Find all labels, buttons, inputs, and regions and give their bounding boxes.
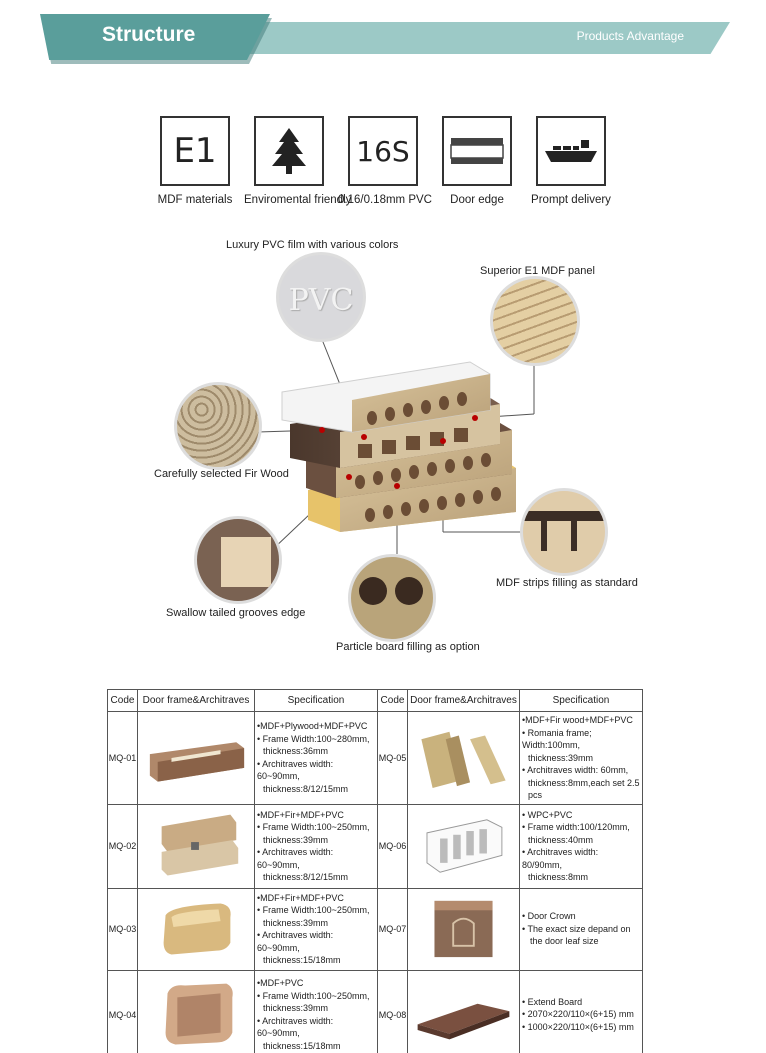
marker-dot <box>394 483 400 489</box>
16s-icon: 16S <box>348 116 418 186</box>
product-spec: • WPC+PVC • Frame width:100/120mm, thickness:40mm • Architraves width: 80/90mm, thickness:8mm <box>520 804 643 888</box>
product-image <box>408 888 520 970</box>
feature-label: MDF materials <box>157 194 233 206</box>
product-code: MQ-02 <box>108 804 138 888</box>
product-code: MQ-08 <box>378 970 408 1053</box>
mdf-panel-circle <box>490 276 580 366</box>
mdf-strips-circle <box>520 488 608 576</box>
product-spec: •MDF+Fir wood+MDF+PVC • Romania frame; Width:100mm, thickness:39mm • Architraves width: 60mm, thickness:8mm,each set 2.5 pcs <box>520 712 643 805</box>
particle-board-circle <box>348 554 436 642</box>
product-spec: •MDF+Fir+MDF+PVC • Frame Width:100~250mm, thickness:39mm • Architraves width: 60~90mm, thickness:15/18mm <box>255 888 378 970</box>
product-code: MQ-06 <box>378 804 408 888</box>
header-door-frame: Door frame&Architraves <box>408 690 520 712</box>
marker-dot <box>440 438 446 444</box>
e1-icon: E1 <box>160 116 230 186</box>
section-subtitle: Products Advantage <box>576 29 684 43</box>
door-layers <box>282 362 516 532</box>
table-row <box>108 804 643 888</box>
product-spec: • Door Crown • The exact size depand on the door leaf size <box>520 888 643 970</box>
pvc-film-circle: PVC <box>276 252 366 342</box>
section-title: Structure <box>102 23 196 46</box>
fir-wood-circle <box>174 382 262 470</box>
product-table <box>107 689 643 1053</box>
product-image <box>408 712 520 805</box>
label-mdf-panel: Superior E1 MDF panel <box>480 265 595 277</box>
header-specification: Specification <box>520 690 643 712</box>
product-spec: •MDF+Fir+MDF+PVC • Frame Width:100~250mm, thickness:39mm • Architraves width: 60~90mm, thickness:8/12/15mm <box>255 804 378 888</box>
header-code: Code <box>378 690 408 712</box>
feature-label: Prompt delivery <box>531 194 611 206</box>
label-particle-board: Particle board filling as option <box>336 641 480 653</box>
table-row <box>108 970 643 1053</box>
feature-label: Door edge <box>450 194 504 206</box>
header-code: Code <box>108 690 138 712</box>
product-code: MQ-04 <box>108 970 138 1053</box>
product-code: MQ-03 <box>108 888 138 970</box>
feature-mdf <box>150 116 240 206</box>
marker-dot <box>361 434 367 440</box>
product-code: MQ-01 <box>108 712 138 805</box>
product-spec: • Extend Board • 2070×220/110×(6+15) mm • 1000×220/110×(6+15) mm <box>520 970 643 1053</box>
door-edge-icon <box>442 116 512 186</box>
marker-dot <box>346 474 352 480</box>
feature-delivery <box>526 116 616 206</box>
label-swallow-tail: Swallow tailed grooves edge <box>166 607 306 619</box>
feature-label: 0.16/0.18mm PVC <box>338 194 432 206</box>
product-image <box>138 888 255 970</box>
product-image <box>138 804 255 888</box>
product-code: MQ-05 <box>378 712 408 805</box>
feature-environment <box>244 116 352 206</box>
structure-diagram <box>0 232 766 662</box>
product-image <box>138 970 255 1053</box>
product-spec: •MDF+Plywood+MDF+PVC • Frame Width:100~280mm, thickness:36mm • Architraves width: 60~90mm, thickness:8/12/15mm <box>255 712 378 805</box>
table-row <box>108 712 643 805</box>
product-spec: •MDF+PVC • Frame Width:100~250mm, thickness:39mm • Architraves width: 60~90mm, thickness:15/18mm <box>255 970 378 1053</box>
product-image <box>408 804 520 888</box>
feature-label: Enviromental friendly <box>244 194 352 206</box>
label-pvc-film: Luxury PVC film with various colors <box>226 239 399 251</box>
marker-dot <box>472 415 478 421</box>
table-row <box>108 888 643 970</box>
feature-pvc <box>338 116 432 206</box>
swallow-tail-circle <box>194 516 282 604</box>
product-image <box>408 970 520 1053</box>
ship-icon <box>536 116 606 186</box>
marker-dot <box>319 427 325 433</box>
header-door-frame: Door frame&Architraves <box>138 690 255 712</box>
header-banner <box>40 14 730 60</box>
tree-icon <box>254 116 324 186</box>
label-fir-wood: Carefully selected Fir Wood <box>154 468 289 480</box>
product-code: MQ-07 <box>378 888 408 970</box>
table-header-row <box>108 690 643 712</box>
product-image <box>138 712 255 805</box>
feature-door-edge <box>432 116 522 206</box>
header-specification: Specification <box>255 690 378 712</box>
feature-row <box>150 116 620 216</box>
label-mdf-strips: MDF strips filling as standard <box>496 577 638 589</box>
